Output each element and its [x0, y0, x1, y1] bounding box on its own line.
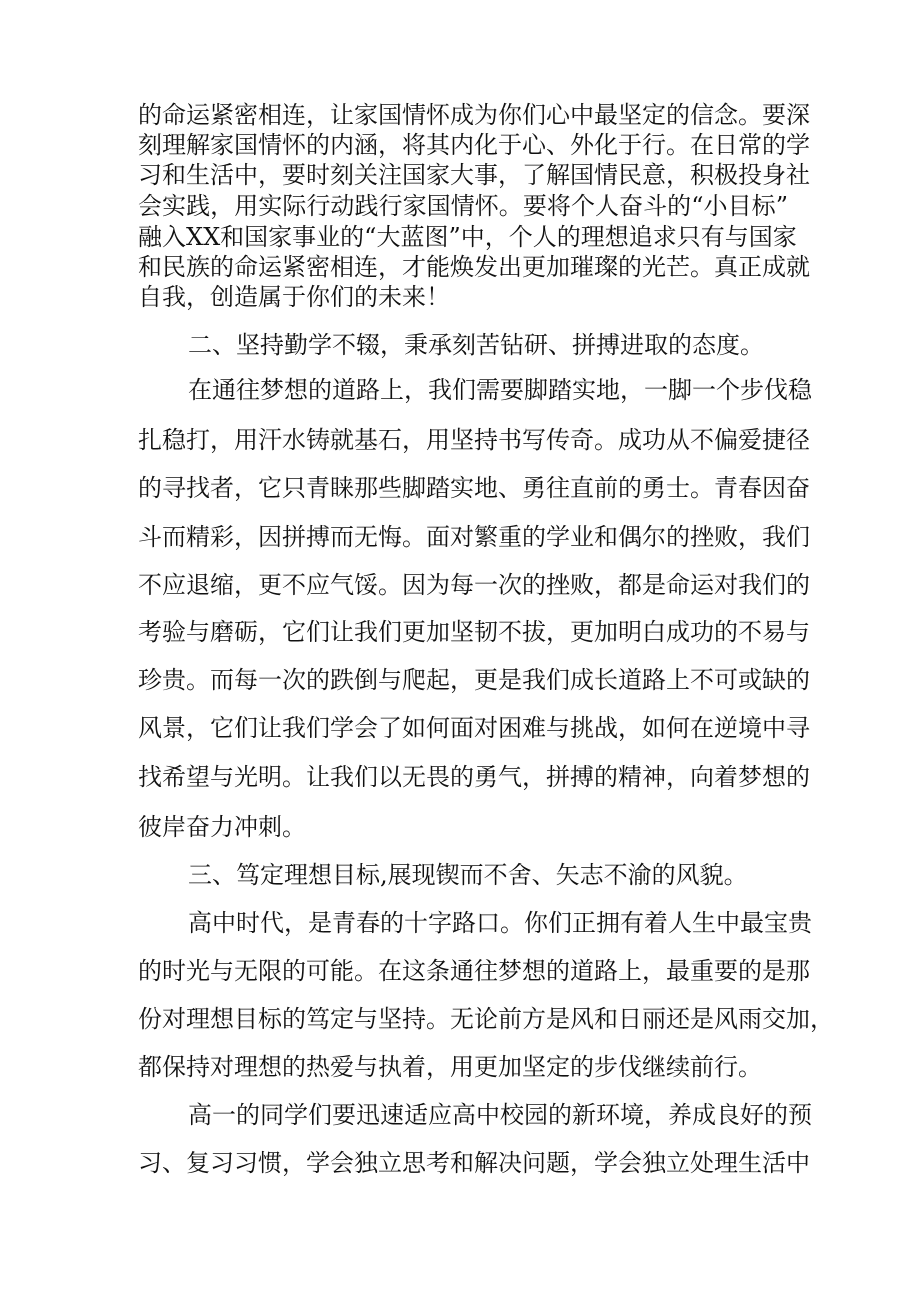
text-line: 和民族的命运紧密相连，才能焕发出更加璀璨的光芒。真正成就	[138, 253, 810, 281]
text-line: 扎稳打，用汗水铸就基石，用坚持书写传奇。成功从不偏爱捷径	[138, 426, 810, 454]
text-line: 斗而精彩，因拼搏而无悔。面对繁重的学业和偶尔的挫败，我们	[138, 523, 810, 551]
text-line: 的时光与无限的可能。在这条通往梦想的道路上，最重要的是那	[138, 957, 810, 985]
text-line: 风景，它们让我们学会了如何面对困难与挑战，如何在逆境中寻	[138, 714, 810, 742]
text-line: 习、复习习惯，学会独立思考和解决问题，学会独立处理生活中	[138, 1149, 810, 1177]
text-line: 高中时代，是青春的十字路口。你们正拥有着人生中最宝贵	[188, 909, 812, 937]
text-line: 融入XX和国家事业的“大蓝图”中，个人的理想追求只有与国家	[138, 223, 797, 251]
text-line: 的寻找者，它只青睐那些脚踏实地、勇往直前的勇士。青春因奋	[138, 474, 810, 502]
text-line: 不应退缩，更不应气馁。因为每一次的挫败，都是命运对我们的	[138, 571, 810, 599]
text-line: 高一的同学们要迅速适应高中校园的新环境，养成良好的预	[188, 1101, 812, 1129]
text-line: 会实践，用实际行动践行家国情怀。要将个人奋斗的“小目标”	[138, 192, 788, 220]
text-line: 考验与磨砺，它们让我们更加坚韧不拔，更加明白成功的不易与	[138, 618, 810, 646]
text-line: 自我，创造属于你们的未来！	[138, 283, 450, 311]
text-line: 份对理想目标的笃定与坚持。无论前方是风和日丽还是风雨交加，	[138, 1005, 834, 1033]
text-line: 彼岸奋力冲刺。	[138, 813, 306, 841]
section-heading-3: 三、笃定理想目标,展现锲而不舍、矢志不渝的风貌。	[188, 861, 748, 889]
text-line: 在通往梦想的道路上，我们需要脚踏实地，一脚一个步伐稳	[188, 376, 812, 404]
text-line: 珍贵。而每一次的跌倒与爬起，更是我们成长道路上不可或缺的	[138, 666, 810, 694]
text-line: 刻理解家国情怀的内涵，将其内化于心、外化于行。在日常的学	[138, 131, 810, 159]
text-line: 的命运紧密相连，让家国情怀成为你们心中最坚定的信念。要深	[138, 101, 810, 129]
text-line: 都保持对理想的热爱与执着，用更加坚定的步伐继续前行。	[138, 1053, 762, 1081]
text-line: 习和生活中，要时刻关注国家大事，了解国情民意，积极投身社	[138, 161, 810, 189]
section-heading-2: 二、坚持勤学不辍，秉承刻苦钻研、拼搏进取的态度。	[188, 331, 764, 359]
text-line: 找希望与光明。让我们以无畏的勇气，拼搏的精神，向着梦想的	[138, 763, 810, 791]
